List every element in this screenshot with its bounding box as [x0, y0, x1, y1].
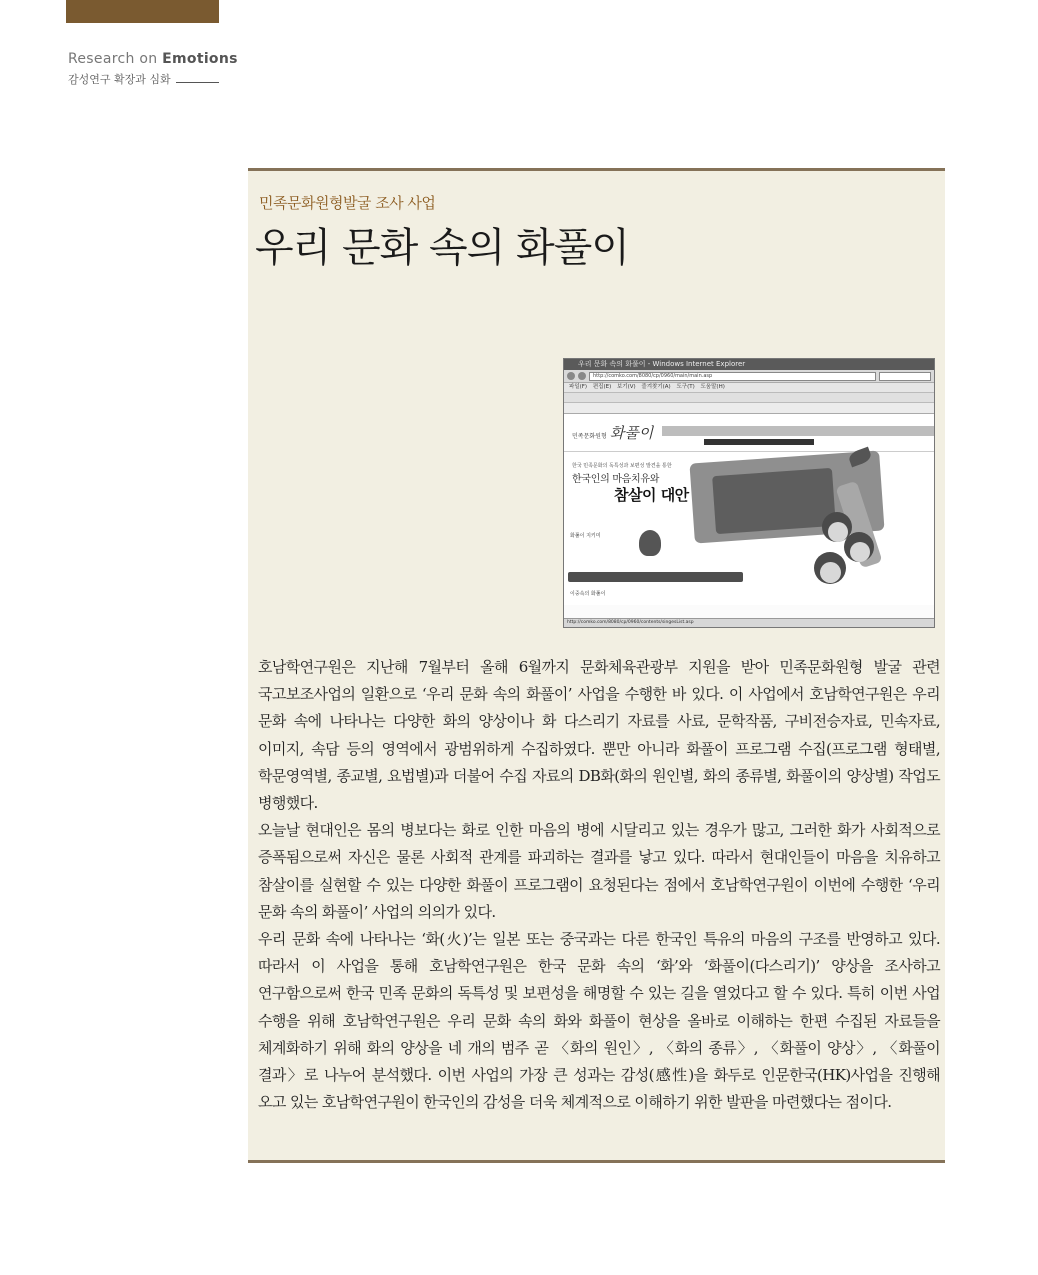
forward-icon	[578, 372, 586, 380]
article-paragraph: 호남학연구원은 지난해 7월부터 올해 6월까지 문화체육관광부 지원을 받아 민족문화원형 발굴 관련 국고보조사업의 일환으로 ‘우리 문화 속의 화풀이’ 사업을 수행한 바 있다. 이 사업에서 호남학연구원은 우리 문화 속에 나타나는 다양한 화의 양상이나 화 다스리기 자료를 사료, 문학작품, 구비전승자료, 민속자료, 이미지, 속담 등의 영역에서 광범위하게 수집하였다. 뿐만 아니라 화풀이 프로그램 수집(프로그램 형태별, 학문영역별, 종교별, 요법별)과 더불어 수집 자료의 DB화(화의 원인별, 화의 종류별, 화풀이의 양상별) 작업도 병행했다.	[258, 658, 940, 813]
browser-status-bar: http://comko.com/8080/cp/0960/contents/singesList.asp	[564, 618, 935, 627]
site-logo	[572, 422, 653, 443]
series-subtitle-text: 감성연구 확장과 심화	[68, 73, 171, 86]
browser-url: http://comko.com/8080/cp/0960/main/main.asp	[589, 372, 876, 381]
browser-menu-bar: 파일(F) 편집(E) 보기(V) 즐겨찾기(A) 도구(T) 도움말(H)	[564, 383, 934, 393]
article-paragraph: 오늘날 현대인은 몸의 병보다는 화로 인한 마음의 병에 시달리고 있는 경우가 많고, 그러한 화가 사회적으로 증폭됨으로써 자신은 물론 사회적 관계를 파괴하는 결과를 낳고 있다. 따라서 현대인들이 마음을 치유하고 참살이를 실현할 수 있는 다양한 화풀이 프로그램이 요청된다는 점에서 호남학연구원이 이번에 수행한 ‘우리 문화 속의 화풀이’ 사업의 의의가 있다.	[258, 821, 940, 921]
child-face	[850, 542, 870, 562]
hero-forest-photo	[712, 468, 836, 534]
hero-note: 화풀이 지키미	[570, 533, 601, 539]
article-paragraph: 우리 문화 속에 나타나는 ‘화(火)’는 일본 또는 중국과는 다른 한국인 특유의 마음의 구조를 반영하고 있다. 따라서 이 사업을 통해 호남학연구원은 한국 문화 속의 ‘화’와 ‘화풀이(다스리기)’ 양상을 조사하고 연구함으로써 한국 민족 문화의 독특성 및 보편성을 해명할 수 있는 길을 열었다고 할 수 있다. 특히 이번 사업 수행을 위해 호남학연구원은 우리 문화 속의 화와 화풀이 현상을 올바로 이해하는 한편 수집된 자료들을 체계화하기 위해 화의 양상을 네 개의 범주 곧 〈화의 원인〉, 〈화의 종류〉, 〈화풀이 양상〉, 〈화풀이 결과〉로 나누어 분석했다. 이번 사업의 가장 큰 성과는 감성(感性)을 화두로 인문한국(HK)사업을 진행해 오고 있는 호남학연구원이 한국인의 감성을 더욱 체계적으로 이해하기 위한 발판을 마련했다는 점이다.	[258, 930, 940, 1112]
series-title-prefix: Research on	[68, 51, 158, 67]
browser-favorites-bar	[564, 393, 934, 403]
series-title	[68, 51, 238, 67]
hero-heading-line2: 참살이 대안	[614, 486, 689, 504]
series-subtitle-rule	[176, 82, 219, 83]
back-icon	[567, 372, 575, 380]
article-kicker: 민족문화원형발굴 조사 사업	[259, 194, 436, 212]
site-logo-name: 화풀이	[609, 424, 654, 442]
site-nav-bar	[662, 426, 934, 436]
hero-caption: 한국 민족문화의 독특성과 보편성 발견을 통한	[572, 463, 672, 469]
article-panel	[248, 168, 945, 1163]
flower-icon	[639, 530, 661, 556]
browser-address-bar	[564, 370, 934, 383]
article-title: 우리 문화 속의 화풀이	[255, 225, 629, 271]
site-header	[564, 414, 934, 452]
series-title-bold: Emotions	[162, 51, 238, 67]
article-body	[258, 654, 940, 1116]
child-face	[820, 562, 841, 583]
site-logo-label: 민족문화원형	[572, 433, 607, 440]
site-search-bar	[568, 572, 743, 582]
site-hero	[564, 452, 934, 605]
browser-search-box	[879, 372, 931, 381]
site-footer-text: 이중속의 화풀이	[570, 591, 606, 597]
site-sub-nav	[704, 439, 814, 445]
website-screenshot-image	[563, 358, 935, 628]
hero-heading-line1: 한국인의 마음치유와	[572, 474, 660, 485]
series-subtitle	[68, 71, 219, 87]
browser-title-bar: 우리 문화 속의 화풀이 - Windows Internet Explorer	[564, 359, 934, 370]
top-accent-bar	[66, 0, 219, 23]
browser-tab-bar	[564, 403, 934, 414]
